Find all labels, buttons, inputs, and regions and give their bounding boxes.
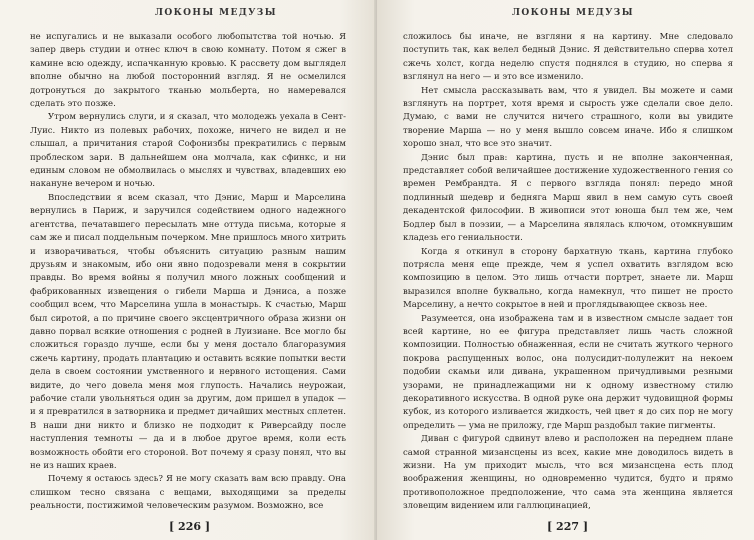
- running-header: ЛОКОНЫ МЕДУЗЫ: [155, 8, 277, 18]
- page-body: [30, 31, 346, 514]
- paragraph: Почему я остаюсь здесь? Я не могу сказать вам всю правду. Она слишком тесно связана с вещами, выходящими за пределы реальности, постижимой человеческим разумом. Возможно, все: [30, 474, 346, 512]
- paragraph: Дэнис был прав: картина, пусть и не вполне законченная, представляет собой величайшее достижение художественного гения со времен Рембрандта. Я с первого взгляда понял: передо мной подлинный шедевр и бедняга Марш явил в нем самую суть своей декадентской философии. В живописи этот юноша был тем же, чем Бодлер был в поэзии, — а Марселина являлась ключом, отомкнувшим кладезь его гениальности.: [403, 152, 733, 244]
- paragraph: Нет смысла рассказывать вам, что я увидел. Вы можете и сами взглянуть на портрет, хотя время и сырость уже сделали свое дело. Думаю, с вами не случится ничего страшного, коли вы увидите творение Марша — но у меня вышло совсем иначе. Ибо я слишком хорошо знал, что все это значит.: [403, 85, 733, 150]
- right-page: [377, 0, 754, 540]
- paragraph: сложилось бы иначе, не взгляни я на картину. Мне следовало поступить так, как велел бедный Дэнис. Я действительно сперва хотел сжечь холст, когда неделю спустя поднялся в студию, но сперва я взглянул на него — и это все изменило.: [403, 32, 733, 83]
- page-number: [ 227 ]: [547, 520, 589, 533]
- paragraph: не испугались и не выказали особого любопытства той ночью. Я запер дверь студии и отнес ключ в свою комнату. Потом я сжег в камине всю одежду, испачканную кровью. К рассвету дом выглядел вполне обычно на любой посторонний взгляд. Я не осмелился дотронуться до закрытого тканью мольберта, но намеревался сделать это позже.: [30, 32, 346, 110]
- paragraph: Диван с фигурой сдвинут влево и расположен на переднем плане самой странной мизансцены из всех, какие мне доводилось видеть в жизни. На ум приходит мысль, что вся мизансцена есть плод воображения женщины, но одновременно чудится, будто и прямо противоположное предположение, что сама эта женщина является зловещим видением или галлюцинацией,: [403, 434, 733, 512]
- paragraph: Утром вернулись слуги, и я сказал, что молодежь уехала в Сент-Луис. Никто из полевых рабочих, похоже, ничего не видел и не слышал, а причитания старой Софонизбы прекратились с первым проблеском зари. В дальнейшем она молчала, как сфинкс, и ни единым словом не обмолвилась о мыслях и чувствах, владевших ею накануне вечером и ночью.: [30, 112, 346, 190]
- paragraph: Впоследствии я всем сказал, что Дэнис, Марш и Марселина вернулись в Париж, и заручился содействием одного надежного агентства, печатавшего пересылать мне оттуда письма, которые я сам же и писал поддельным почерком. Мне пришлось много хитрить и изворачиваться, чтобы объяснить ситуацию разным нашим друзьям и знакомым, ибо они явно подозревали меня в сокрытии правды. Во время войны я получил много ложных сообщений и фабрикованных извещения о гибели Марша и Дэниса, а позже сообщил всем, что Марселина ушла в монастырь. К счастью, Марш был сиротой, а по причине своего эксцентричного образа жизни он давно порвал всякие отношения с родней в Луизиане. Все могло бы сложиться гораздо лучше, если бы у меня достало благоразумия сжечь картину, продать плантацию и оставить всякие попытки вести дела в своем состоянии умственного и нервного истощения. Сами видите, до чего довела меня моя глупость. Начались неурожаи, рабочие стали увольняться один за другим, дом пришел в упадок — и я превратился в затворника и предмет дичайших местных сплетен. В наши дни никто и близко не подходит к Риверсайду после наступления темноты — да и в любое другое время, коли есть возможность обойти его стороной. Вот почему я сразу понял, что вы не из наших краев.: [30, 192, 346, 471]
- page-body: [403, 31, 733, 514]
- paragraph: Разумеется, она изображена там и в известном смысле задает тон всей картине, но ее фигура представляет лишь часть сложной композиции. Полностью обнаженная, если не считать жуткого черного покрова распущенных волос, она полусидит-полулежит на некоем подобии скамьи или дивана, украшенном причудливыми резными узорами, не принадлежащими ни к одному известному стилю декоративного искусства. В одной руке она держит чудовищной формы кубок, из которого изливается жидкость, чей цвет я до сих пор не могу определить — ума не приложу, где Марш раздобыл такие пигменты.: [403, 313, 733, 431]
- paragraph: Когда я откинул в сторону бархатную ткань, картина глубоко потрясла меня еще прежде, чем я успел охватить взглядом всю композицию в целом. Это лишь отчасти портрет, знаете ли. Марш выразился вполне буквально, когда намекнул, что пишет не просто Марселину, а нечто сокрытое в ней и проглядывающее сквозь нее.: [403, 246, 733, 311]
- running-header: ЛОКОНЫ МЕДУЗЫ: [512, 8, 634, 18]
- page-number: [ 226 ]: [169, 520, 211, 533]
